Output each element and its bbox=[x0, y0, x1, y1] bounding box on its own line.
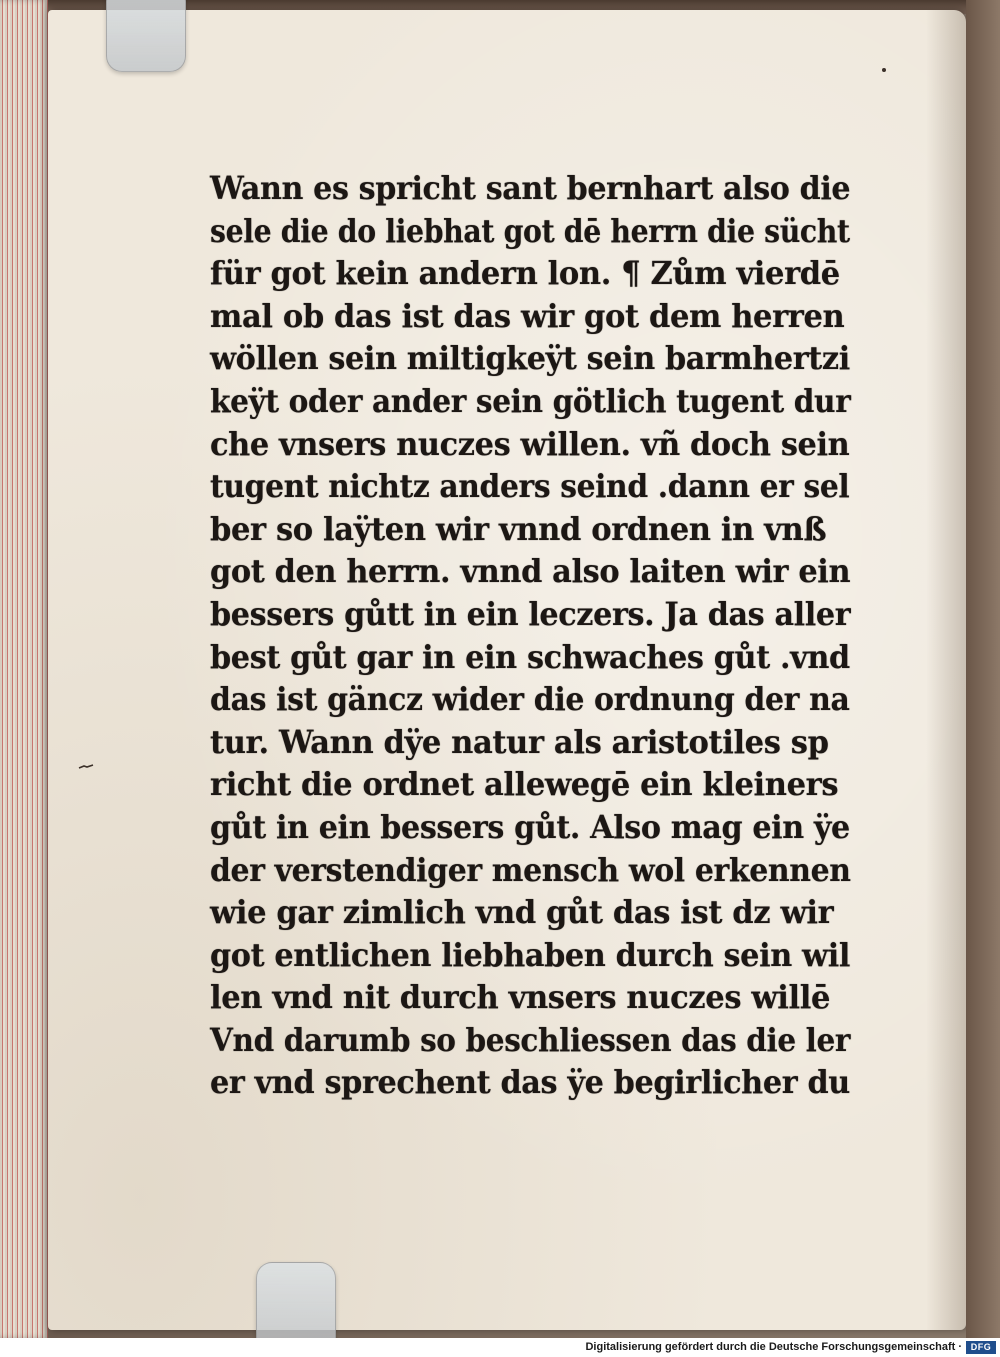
dfg-logo[interactable]: DFG bbox=[966, 1341, 996, 1354]
funding-notice: Digitalisierung gefördert durch die Deutsche Forschungsgemeinschaft · bbox=[585, 1341, 962, 1353]
page-clip-bottom bbox=[256, 1262, 336, 1338]
text-line: er vnd sprechent das ÿe begirlicher du bbox=[210, 1064, 850, 1102]
text-line: got entlichen liebhaben durch sein wil bbox=[210, 936, 850, 974]
text-line: Wann es spricht sant bernhart also die bbox=[210, 170, 851, 207]
text-line: bessers gůtt in ein leczers. Ja das aller bbox=[210, 595, 851, 633]
text-line: wie gar zimlich vnd gůt das ist dz wir bbox=[210, 894, 834, 932]
text-line: gůt in ein bessers gůt. Also mag ein ÿe bbox=[210, 808, 850, 846]
text-line: für got kein andern lon. ¶ Zům vierdē bbox=[210, 255, 840, 293]
text-line: Vnd darumb so beschliessen das die ler bbox=[210, 1021, 851, 1059]
footer-bar bbox=[0, 1338, 1000, 1357]
text-line: der verstendiger mensch wol erkennen bbox=[210, 851, 851, 889]
text-line: tur. Wann dÿe natur als aristotiles sp bbox=[210, 723, 829, 761]
text-line: sele die do liebhat got dē herrn die sücht bbox=[210, 212, 850, 250]
text-line: keÿt oder ander sein götlich tugent dur bbox=[210, 382, 851, 420]
text-line: che vnsers nuczes willen. vñ doch sein bbox=[210, 425, 850, 463]
text-line: ber so laÿten wir vnnd ordnen in vnß bbox=[210, 510, 827, 548]
blackletter-text bbox=[210, 168, 870, 1105]
ink-speck bbox=[78, 764, 94, 770]
text-line: wöllen sein miltigkeÿt sein barmhertzi bbox=[210, 340, 850, 378]
text-line: das ist gäncz wider die ordnung der na bbox=[210, 681, 850, 719]
page-edges bbox=[0, 0, 48, 1338]
text-line: len vnd nit durch vnsers nuczes willē bbox=[210, 979, 831, 1017]
text-line: best gůt gar in ein schwaches gůt .vnd bbox=[210, 638, 850, 676]
text-line: richt die ordnet allewegē ein kleiners bbox=[210, 766, 839, 804]
book-cover-edge bbox=[966, 0, 1000, 1338]
gutter-shadow bbox=[926, 10, 966, 1330]
text-line: got den herrn. vnnd also laiten wir ein bbox=[210, 553, 851, 591]
page-clip-top bbox=[106, 0, 186, 72]
text-line: tugent nichtz anders seind .dann er sel bbox=[210, 468, 850, 506]
text-line: mal ob das ist das wir got dem herren bbox=[210, 297, 845, 335]
ink-dot bbox=[882, 68, 886, 72]
